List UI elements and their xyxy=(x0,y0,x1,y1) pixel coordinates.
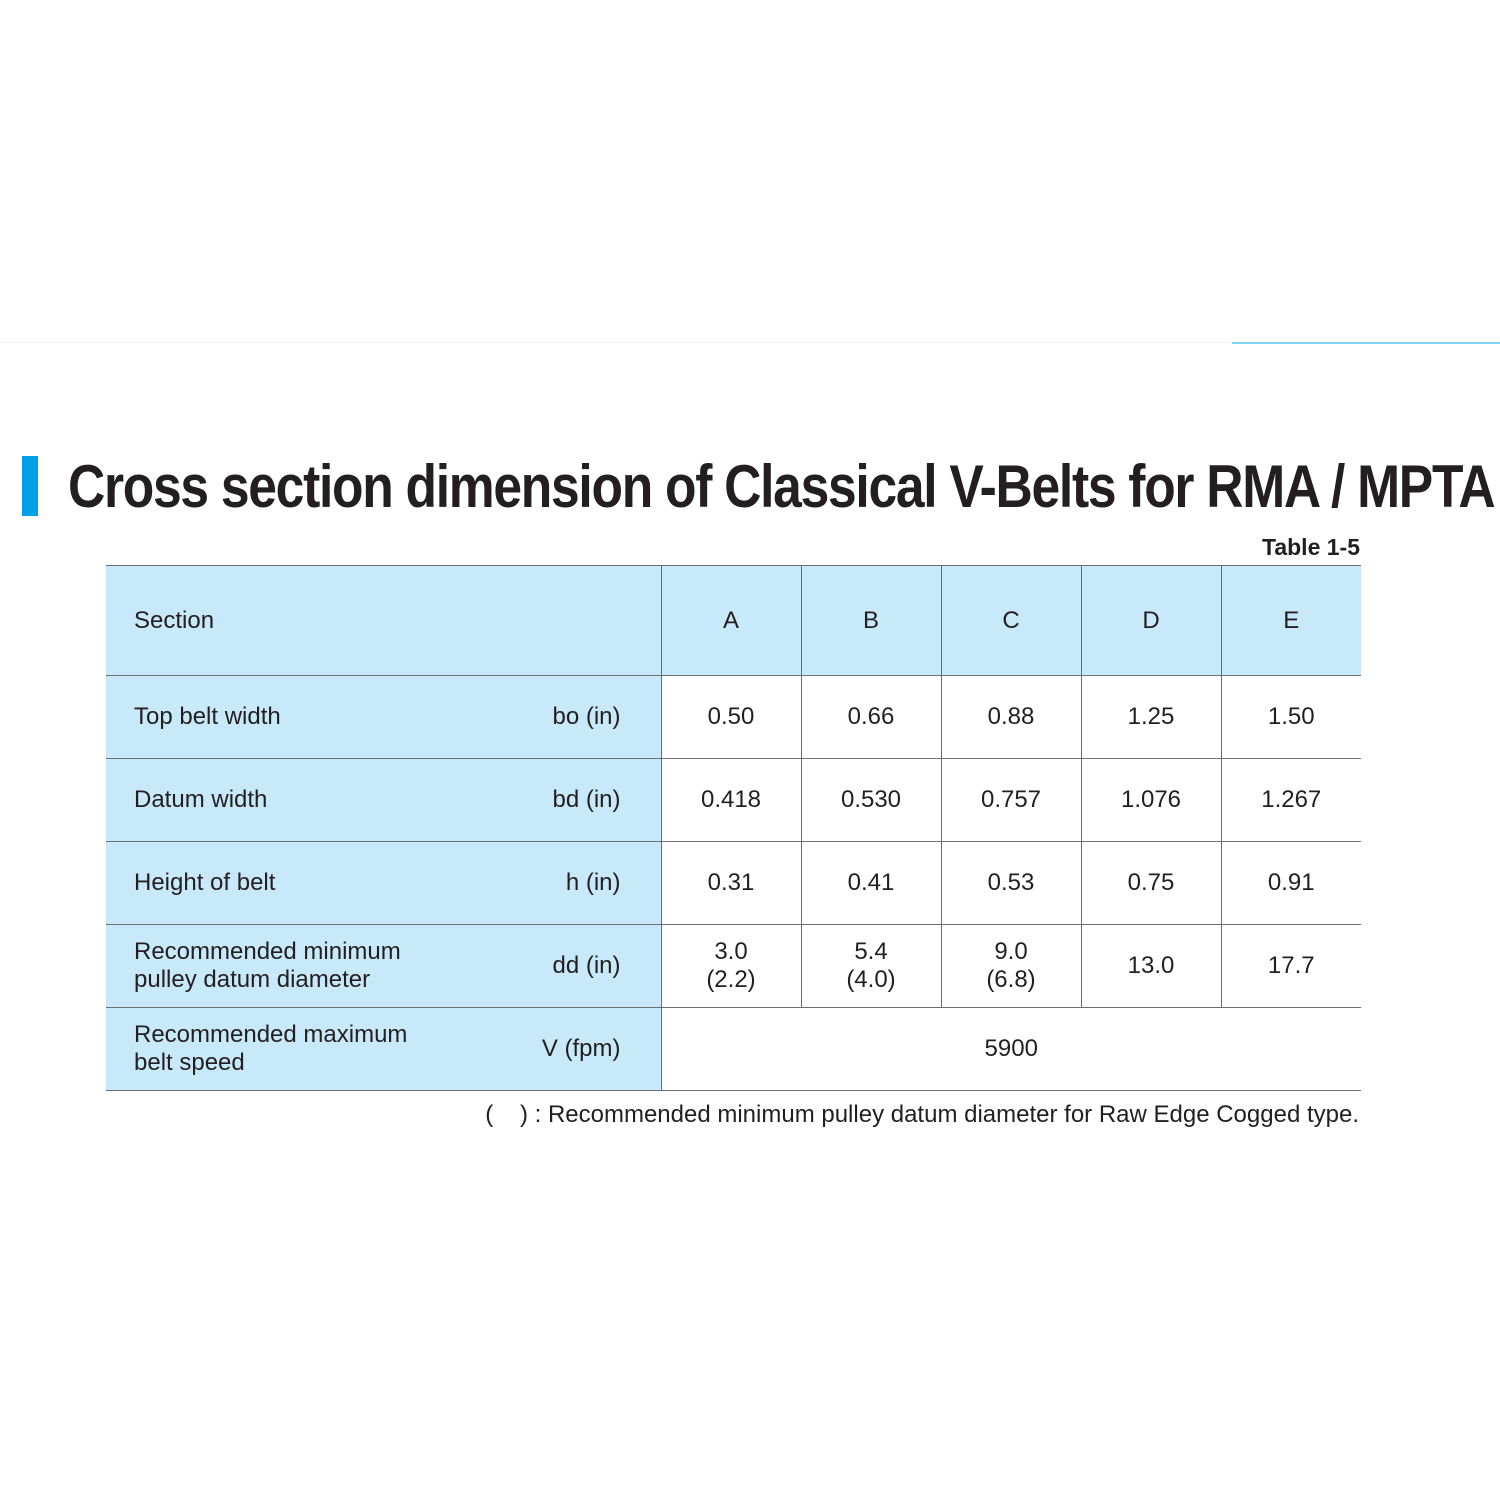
value-main: 0.41 xyxy=(847,869,895,896)
value-cell xyxy=(801,676,941,759)
value-cell xyxy=(801,925,941,1008)
top-accent-line xyxy=(1232,342,1500,344)
value-cell xyxy=(661,759,801,842)
value-cell xyxy=(661,676,801,759)
value-cell xyxy=(941,676,1081,759)
belt-dimension-table xyxy=(106,565,1361,1091)
column-header-a: A xyxy=(661,566,801,676)
value-raw-edge-cogged: (2.2) xyxy=(706,966,756,993)
value-main: 0.50 xyxy=(707,703,755,730)
value-cell-spanning: 5900 xyxy=(661,1008,1361,1091)
value-main: 0.31 xyxy=(707,869,755,896)
column-header-d: D xyxy=(1081,566,1221,676)
value-main: 0.91 xyxy=(1267,869,1315,896)
value-cell xyxy=(1081,925,1221,1008)
row-label: Height of belt xyxy=(134,869,276,896)
value-main: 0.66 xyxy=(847,703,895,730)
row-label-cell xyxy=(106,925,661,1008)
row-label xyxy=(134,938,401,994)
value-cell xyxy=(1221,842,1361,925)
row-label xyxy=(134,1021,407,1077)
column-header-c: C xyxy=(941,566,1081,676)
value-main: 0.757 xyxy=(980,786,1042,813)
value-main: 1.267 xyxy=(1261,786,1322,813)
value-cell xyxy=(941,925,1081,1008)
value-cell xyxy=(941,759,1081,842)
value-main: 9.0 xyxy=(994,938,1028,965)
column-header-b: B xyxy=(801,566,941,676)
row-label-line: Recommended maximum xyxy=(134,1021,408,1048)
value-cell xyxy=(1221,925,1361,1008)
row-label: Datum width xyxy=(134,786,268,813)
row-label-line: Recommended minimum xyxy=(134,938,401,965)
page-title: Cross section dimension of Classical V-Belts for RMA / MPTA xyxy=(68,453,1495,520)
value-main: 1.076 xyxy=(1120,786,1182,813)
table-row-datum-width xyxy=(106,759,1361,842)
row-unit: dd (in) xyxy=(552,952,621,979)
value-cell xyxy=(801,842,941,925)
value-main: 13.0 xyxy=(1127,952,1175,979)
value-main: 1.50 xyxy=(1267,703,1315,730)
value-main: 0.53 xyxy=(987,869,1035,896)
table-row-min-pulley-diameter xyxy=(106,925,1361,1008)
table-header-row xyxy=(106,566,1361,676)
value-main: 17.7 xyxy=(1267,952,1315,979)
row-label-cell xyxy=(106,759,661,842)
column-header-e: E xyxy=(1221,566,1361,676)
table-row-max-belt-speed xyxy=(106,1008,1361,1091)
row-label-cell xyxy=(106,676,661,759)
value-cell xyxy=(1081,759,1221,842)
value-cell xyxy=(1081,676,1221,759)
value-cell xyxy=(941,842,1081,925)
row-unit: V (fpm) xyxy=(541,1035,621,1062)
value-raw-edge-cogged: (4.0) xyxy=(846,966,896,993)
value-main: 5.4 xyxy=(854,938,888,965)
value-main: 3.0 xyxy=(714,938,748,965)
value-cell xyxy=(1081,842,1221,925)
value-cell xyxy=(661,925,801,1008)
value-cell xyxy=(1221,676,1361,759)
value-main: 0.75 xyxy=(1127,869,1175,896)
value-cell xyxy=(801,759,941,842)
row-unit: bd (in) xyxy=(552,786,621,813)
row-label: Top belt width xyxy=(134,703,281,730)
row-unit: h (in) xyxy=(565,869,621,896)
value-main: 0.418 xyxy=(700,786,762,813)
table-footnote: ( ) : Recommended minimum pulley datum diameter for Raw Edge Cogged type. xyxy=(485,1101,1359,1128)
table-row-top-belt-width xyxy=(106,676,1361,759)
table-number: Table 1-5 xyxy=(1262,534,1360,560)
value-main: 0.530 xyxy=(840,786,902,813)
value-main: 1.25 xyxy=(1127,703,1175,730)
value-cell xyxy=(1221,759,1361,842)
value-main: 0.88 xyxy=(987,703,1035,730)
value-raw-edge-cogged: (6.8) xyxy=(986,966,1036,993)
row-unit: bo (in) xyxy=(552,703,621,730)
value-cell xyxy=(661,842,801,925)
row-label-cell xyxy=(106,1008,661,1091)
row-label-line: belt speed xyxy=(134,1049,245,1076)
row-label-line: pulley datum diameter xyxy=(134,966,371,993)
title-accent-bar xyxy=(22,456,38,516)
section-header-cell: Section xyxy=(106,566,661,676)
table-row-height-of-belt xyxy=(106,842,1361,925)
row-label-cell xyxy=(106,842,661,925)
